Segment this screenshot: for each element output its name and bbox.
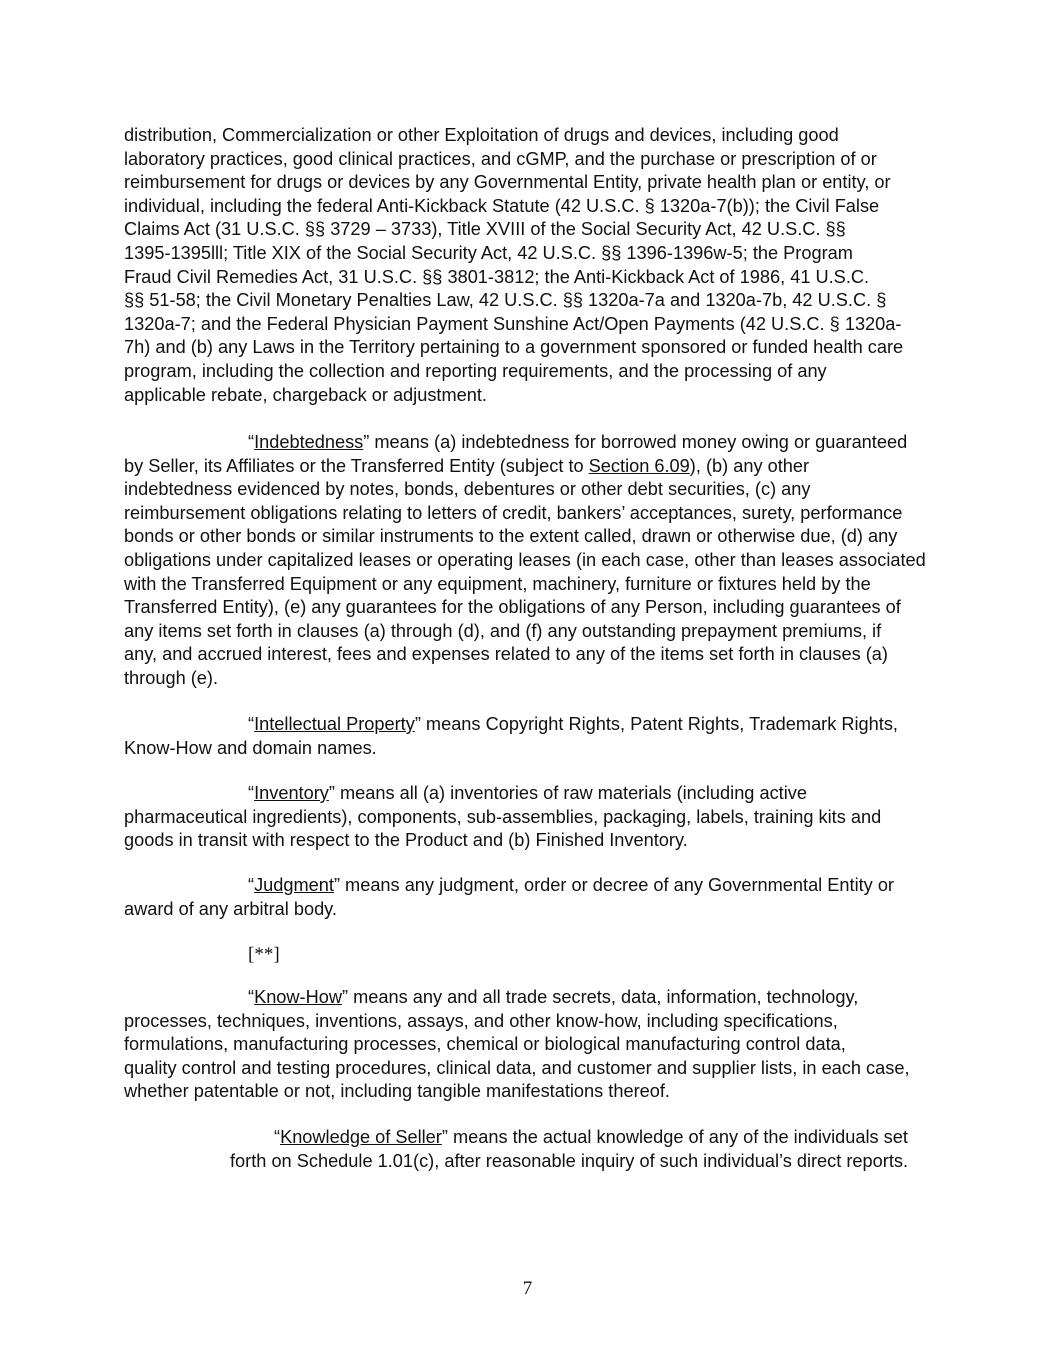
text-line: with the Transferred Equipment or any equipment, machinery, furniture or fixtures held by the bbox=[124, 573, 871, 594]
definition-first-line bbox=[124, 782, 936, 806]
definition-text: ” means Copyright Rights, Patent Rights, Trademark Rights, bbox=[414, 714, 898, 734]
text-line: Know-How and domain names. bbox=[124, 737, 377, 758]
defined-term: Know-How bbox=[254, 987, 342, 1007]
text-line: program, including the collection and reporting requirements, and the processing of any bbox=[124, 360, 827, 381]
redacted-line bbox=[124, 943, 936, 967]
defined-term: Inventory bbox=[254, 783, 329, 803]
defined-term: Knowledge of Seller bbox=[280, 1127, 442, 1147]
definition-text: ” means (a) indebtedness for borrowed money owing or guaranteed bbox=[363, 432, 908, 452]
open-quote: “ bbox=[248, 783, 255, 803]
text-line: reimbursement obligations relating to letters of credit, bankers’ acceptances, surety, performance bbox=[124, 502, 903, 523]
text-line: indebtedness evidenced by notes, bonds, debentures or other debt securities, (c) any bbox=[124, 479, 811, 500]
text-line: processes, techniques, inventions, assays, and other know-how, including specifications, bbox=[124, 1010, 838, 1031]
open-quote: “ bbox=[274, 1127, 281, 1147]
page-number: 7 bbox=[522, 1278, 533, 1299]
definition-inventory bbox=[124, 782, 936, 853]
open-quote: “ bbox=[248, 987, 255, 1007]
text-line: reimbursement for drugs or devices by any Governmental Entity, private health plan or entity, or bbox=[124, 172, 891, 193]
text-line: forth on Schedule 1.01(c), after reasonable inquiry of such individual’s direct reports. bbox=[230, 1150, 909, 1171]
text-line: 1395-1395lll; Title XIX of the Social Security Act, 42 U.S.C. §§ 1396-1396w-5; the Program bbox=[124, 242, 853, 263]
definition-indebtedness bbox=[124, 431, 936, 691]
text-line: §§ 51-58; the Civil Monetary Penalties Law, 42 U.S.C. §§ 1320a-7a and 1320a-7b, 42 U.S.C. § bbox=[124, 290, 887, 311]
definition-text: ” means the actual knowledge of any of the individuals set bbox=[441, 1127, 908, 1147]
redacted-marker bbox=[124, 943, 936, 967]
text-line: through (e). bbox=[124, 667, 219, 688]
definition-first-line bbox=[230, 1126, 936, 1150]
text-line: laboratory practices, good clinical practices, and cGMP, and the purchase or prescription of or bbox=[124, 148, 877, 169]
definition-text: ” means any judgment, order or decree of any Governmental Entity or bbox=[333, 875, 894, 895]
open-quote: “ bbox=[248, 432, 255, 452]
text-line: individual, including the federal Anti-Kickback Statute (42 U.S.C. § 1320a-7(b)); the Civil False bbox=[124, 195, 880, 216]
definition-first-line bbox=[124, 713, 936, 737]
text-segment: ), (b) any other bbox=[689, 455, 810, 476]
text-line: any, and accrued interest, fees and expenses related to any of the items set forth in clauses (a) bbox=[124, 644, 888, 665]
definition-text: ” means any and all trade secrets, data, information, technology, bbox=[342, 987, 859, 1007]
definition-intellectual-property bbox=[124, 713, 936, 760]
text-line: bonds or other bonds or similar instruments to the extent called, drawn or otherwise due, (d) any bbox=[124, 526, 898, 547]
defined-term: Judgment bbox=[254, 875, 334, 895]
text-line: whether patentable or not, including tangible manifestations thereof. bbox=[124, 1081, 670, 1102]
text-line: formulations, manufacturing processes, chemical or biological manufacturing control data, bbox=[124, 1034, 846, 1055]
defined-term: Intellectual Property bbox=[254, 714, 415, 734]
redacted-text: [**] bbox=[248, 944, 280, 965]
text-line: 1320a-7; and the Federal Physician Payment Sunshine Act/Open Payments (42 U.S.C. § 1320a- bbox=[124, 313, 902, 334]
text-line: Fraud Civil Remedies Act, 31 U.S.C. §§ 3801-3812; the Anti-Kickback Act of 1986, 41 U.S.C. bbox=[124, 266, 870, 287]
text-line: quality control and testing procedures, clinical data, and customer and supplier lists, in each case, bbox=[124, 1057, 910, 1078]
definition-first-line bbox=[124, 431, 936, 455]
continued-paragraph bbox=[124, 124, 936, 407]
definition-know-how bbox=[124, 986, 936, 1104]
definition-text: ” means all (a) inventories of raw materials (including active bbox=[328, 783, 807, 803]
section-reference: Section 6.09 bbox=[588, 455, 690, 476]
definition-judgment bbox=[124, 874, 936, 921]
text-line: award of any arbitral body. bbox=[124, 898, 337, 919]
text-line: goods in transit with respect to the Product and (b) Finished Inventory. bbox=[124, 830, 688, 851]
text-line: Claims Act (31 U.S.C. §§ 3729 – 3733), Title XVIII of the Social Security Act, 42 U.S.C. §§ bbox=[124, 219, 846, 240]
text-line: pharmaceutical ingredients), components, sub-assemblies, packaging, labels, training kits and bbox=[124, 806, 882, 827]
text-line: applicable rebate, chargeback or adjustment. bbox=[124, 384, 487, 405]
definition-knowledge-of-seller bbox=[230, 1126, 936, 1173]
text-line bbox=[124, 455, 936, 479]
defined-term: Indebtedness bbox=[254, 432, 364, 452]
definition-first-line bbox=[124, 874, 936, 898]
text-line: distribution, Commercialization or other Exploitation of drugs and devices, including good bbox=[124, 125, 839, 145]
text-line: obligations under capitalized leases or operating leases (in each case, other than leases associated bbox=[124, 549, 926, 570]
open-quote: “ bbox=[248, 875, 255, 895]
text-line: Transferred Entity), (e) any guarantees for the obligations of any Person, including guarantees of bbox=[124, 597, 901, 618]
open-quote: “ bbox=[248, 714, 255, 734]
definition-first-line bbox=[124, 986, 936, 1010]
text-line: any items set forth in clauses (a) through (d), and (f) any outstanding prepayment premiums, if bbox=[124, 620, 882, 641]
text-line: 7h) and (b) any Laws in the Territory pertaining to a government sponsored or funded health care bbox=[124, 337, 904, 358]
text-segment: by Seller, its Affiliates or the Transferred Entity (subject to bbox=[124, 455, 589, 476]
